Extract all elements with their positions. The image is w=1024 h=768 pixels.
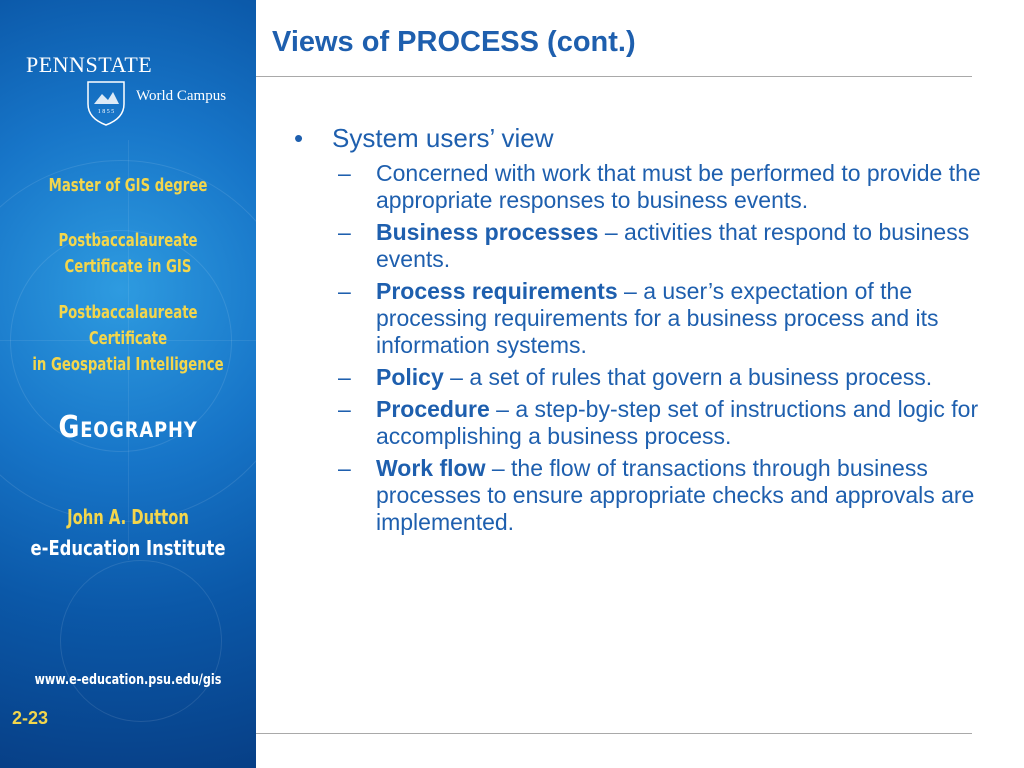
sub-item-definition: – a set of rules that govern a business process. (443, 364, 933, 390)
dash-mark: – (338, 396, 351, 422)
sub-item-list (338, 160, 984, 536)
sub-item (338, 364, 984, 391)
pennstate-shield-icon (86, 80, 126, 126)
slide-number: 2-23 (12, 708, 49, 728)
sub-item-term: Process requirements (376, 278, 618, 304)
sub-item-text (376, 219, 984, 273)
degree-certificate-geoint-line2: in Geospatial Intelligence (32, 354, 224, 375)
sub-item-definition: – the flow of transactions through business processes to ensure appropriate checks and approvals are implemented. (376, 455, 975, 535)
bullet-text: System users’ view (332, 123, 554, 153)
dash-mark: – (338, 278, 351, 304)
dash-mark: – (338, 160, 351, 186)
logo-year: 1 8 5 5 (97, 109, 115, 115)
degree-master-gis: Master of GIS degree (48, 175, 208, 196)
watermark-ring (60, 560, 222, 722)
slide-title: Views of PROCESS (cont.) (272, 26, 636, 58)
sub-item-definition: Concerned with work that must be performed to provide the appropriate responses to business events. (376, 160, 981, 213)
sub-item (338, 278, 984, 359)
sub-item (338, 160, 984, 214)
logo-state: STATE (85, 52, 153, 77)
footer-divider (256, 733, 972, 734)
institute-name-line1: John A. Dutton (67, 505, 189, 529)
degree-certificate-geoint (23, 300, 233, 378)
sub-item-definition: – a step-by-step set of instructions and logic for accomplishing a business process. (376, 396, 979, 449)
degree-certificate-gis-line1: Postbaccalaureate (58, 230, 198, 251)
sidebar (0, 0, 256, 768)
slide-content (294, 122, 984, 541)
sub-item-term: Work flow (376, 455, 486, 481)
dash-mark: – (338, 364, 351, 390)
sub-item-definition: – a user’s expectation of the processing requirements for a business process and its information systems. (376, 278, 939, 358)
bullet-mark: • (294, 123, 304, 153)
dash-mark: – (338, 219, 351, 245)
website-url: www.e-education.psu.edu/gis (34, 672, 222, 688)
sub-item-text (376, 396, 984, 450)
pennstate-logo-text (26, 52, 152, 78)
title-divider (256, 76, 972, 77)
logo-penn: PENN (26, 52, 86, 77)
department-geography: Geography (58, 410, 198, 445)
degree-certificate-gis (23, 228, 233, 280)
sub-item-text (376, 278, 984, 359)
sub-item-definition: – activities that respond to business events. (376, 219, 970, 272)
world-campus-label: World Campus (136, 88, 227, 104)
degree-certificate-gis-line2: Certificate in GIS (64, 256, 192, 277)
sub-item-term: Business processes (376, 219, 599, 245)
sub-item (338, 455, 984, 536)
sub-item-term: Procedure (376, 396, 490, 422)
dash-mark: – (338, 455, 351, 481)
degree-certificate-geoint-line1: Postbaccalaureate Certificate (58, 302, 198, 349)
sub-item-text (376, 160, 984, 214)
sub-item (338, 396, 984, 450)
sub-item (338, 219, 984, 273)
institute-name-line2: e-Education Institute (30, 536, 226, 560)
sub-item-term: Policy (376, 364, 444, 390)
sub-item-text (376, 455, 984, 536)
sub-item-text (376, 364, 984, 391)
bullet-item (294, 122, 984, 154)
